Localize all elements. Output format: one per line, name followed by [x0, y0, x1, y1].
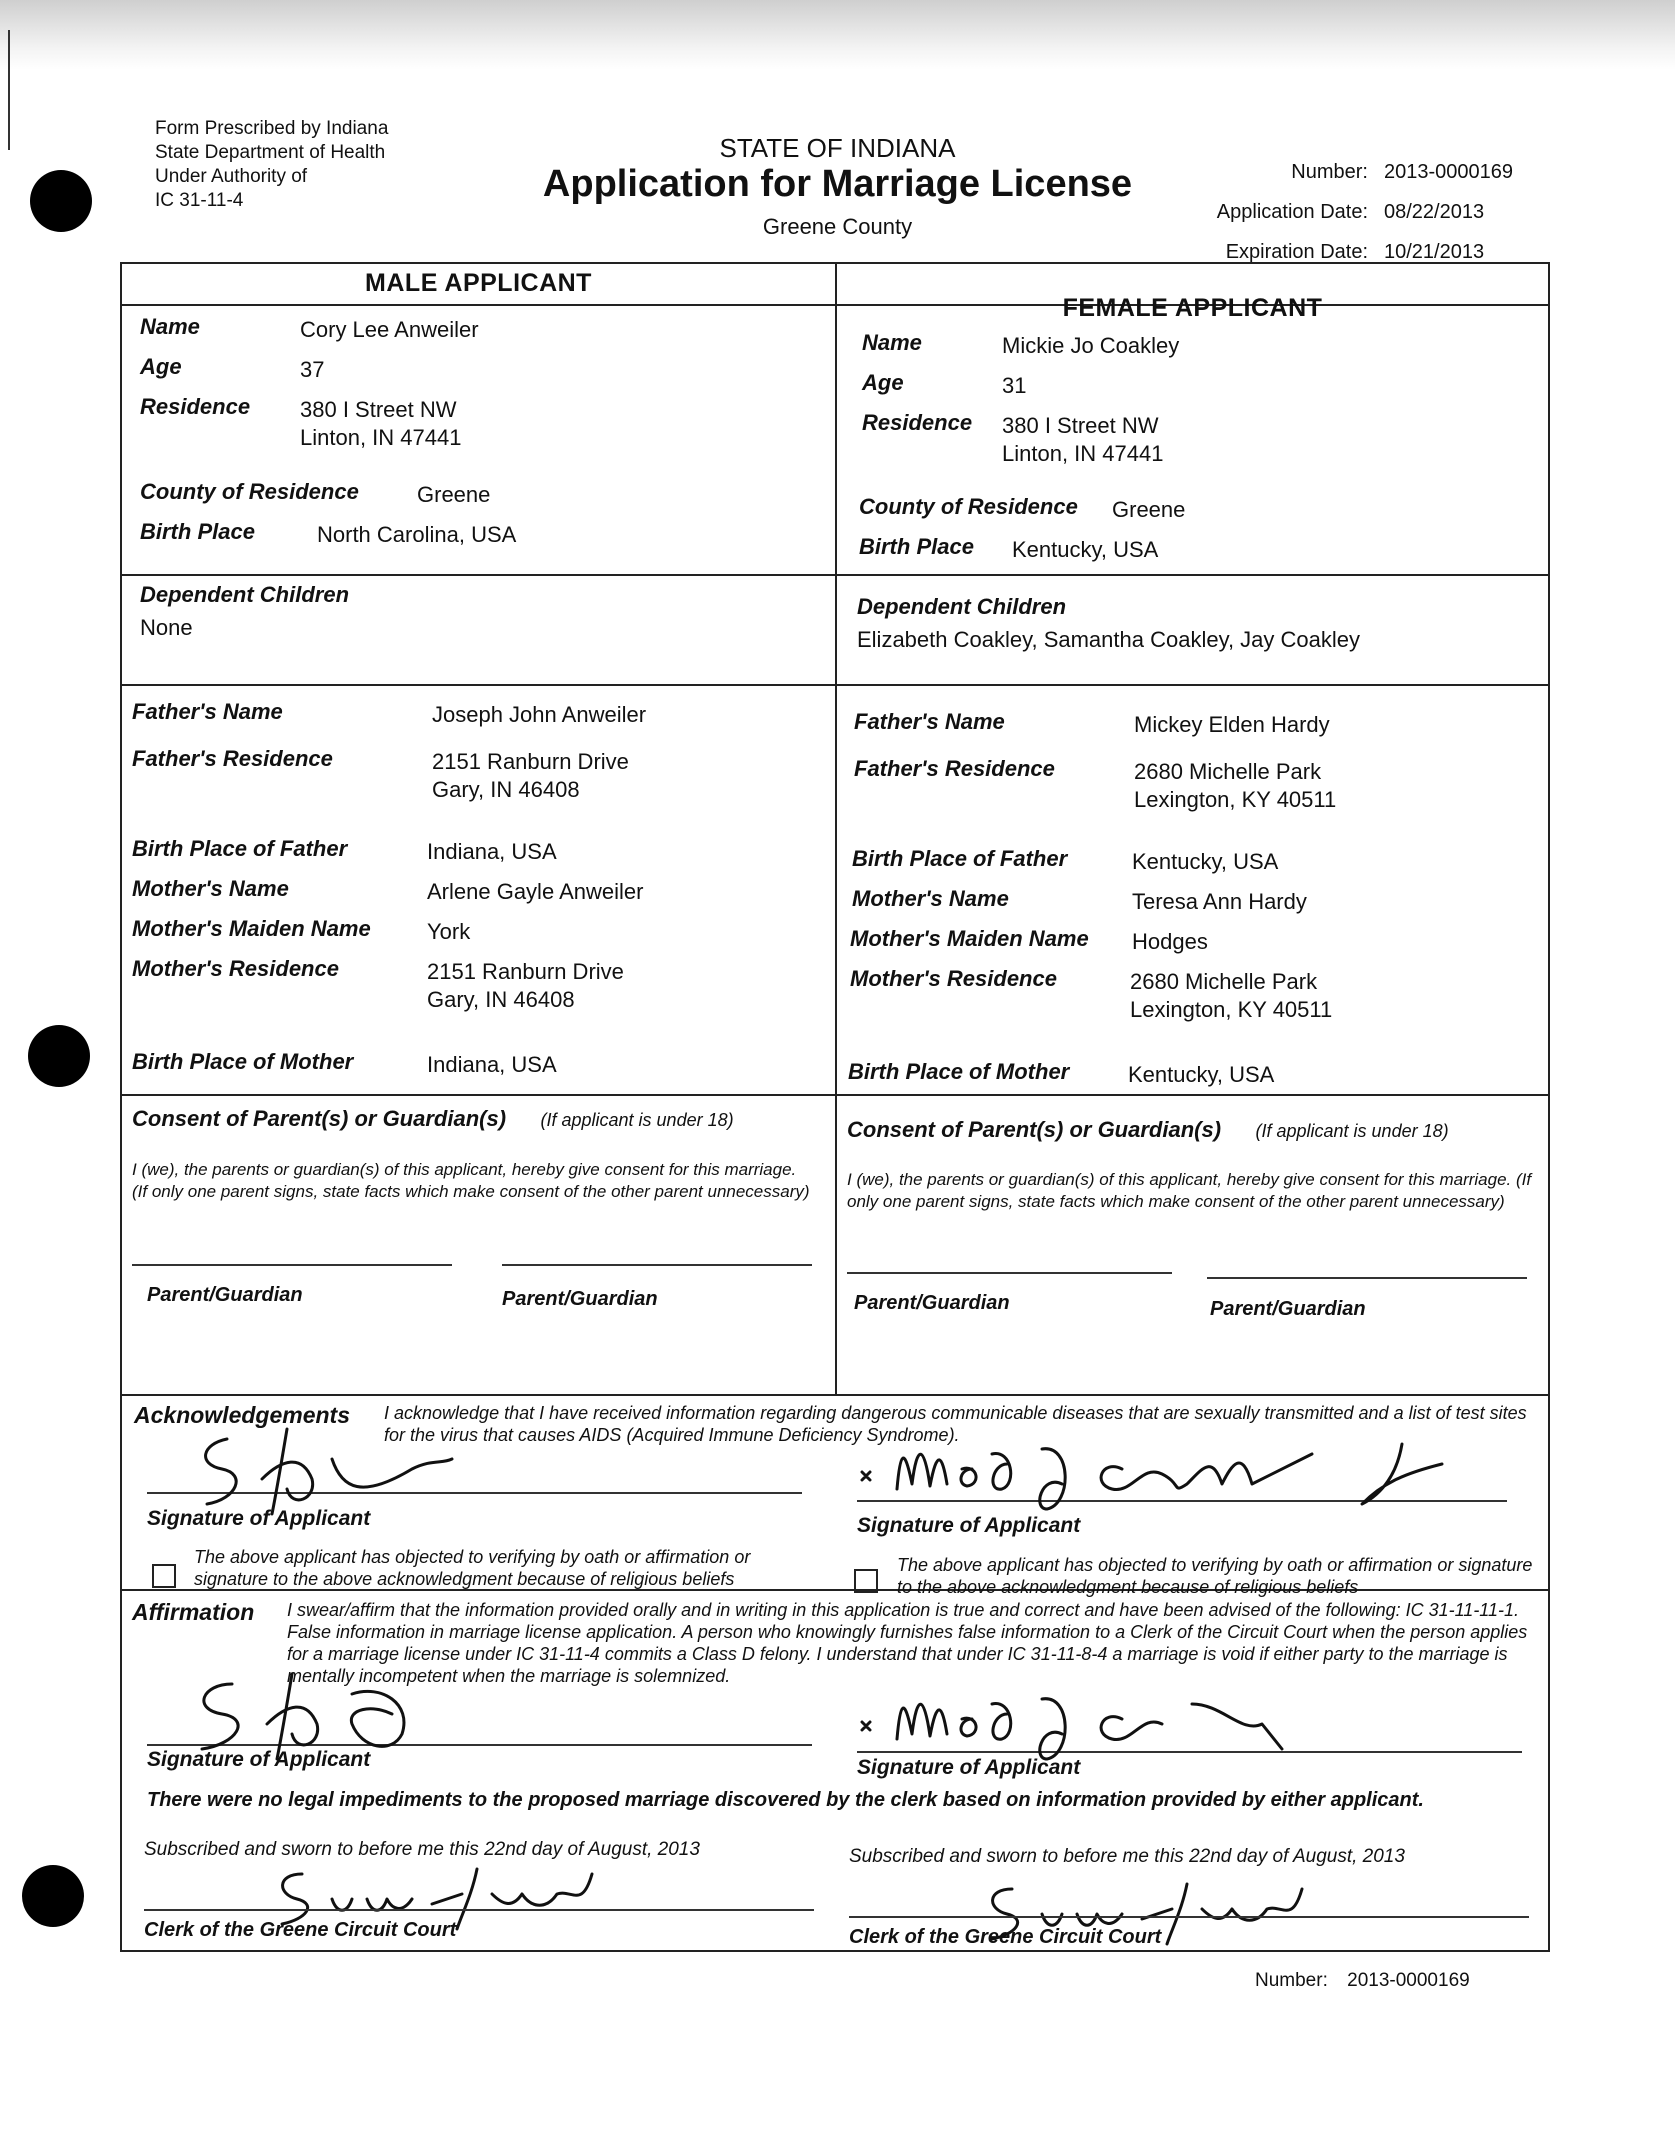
male-consent-title-row: [132, 1106, 734, 1132]
female-mother-name: Teresa Ann Hardy: [1132, 889, 1307, 914]
female-birth-father: Kentucky, USA: [1132, 849, 1279, 874]
male-mother-res: [427, 958, 624, 1014]
male-mother-maiden: York: [427, 919, 471, 944]
female-aff-signature: [842, 1664, 1402, 1764]
male-father-res: [432, 748, 629, 804]
female-age-label: Age: [862, 370, 904, 395]
female-mother-maiden: Hodges: [1132, 929, 1208, 954]
male-mother-res-line1: 2151 Ranburn Drive: [427, 959, 624, 984]
female-residence-line1: 380 I Street NW: [1002, 413, 1159, 438]
female-residence-label: Residence: [862, 410, 973, 435]
male-mother-name-label: Mother's Name: [132, 876, 289, 901]
male-birth-father: Indiana, USA: [427, 839, 557, 864]
divider: [122, 574, 1548, 576]
female-mother-res-line2: Lexington, KY 40511: [1130, 997, 1333, 1022]
female-father-res: [1134, 758, 1336, 814]
female-parent-label-1: Parent/Guardian: [854, 1292, 1010, 1314]
female-father-res-line2: Lexington, KY 40511: [1134, 787, 1337, 812]
male-consent-note: (If applicant is under 18): [540, 1110, 734, 1130]
male-heading: MALE APPLICANT: [365, 269, 592, 297]
male-birth-label: Birth Place: [140, 519, 255, 544]
scan-top-shading: [0, 0, 1675, 70]
male-residence-label: Residence: [140, 394, 251, 419]
male-ack-signature: [192, 1419, 522, 1519]
female-name-label: Name: [862, 330, 922, 355]
male-parent-label-1: Parent/Guardian: [147, 1284, 303, 1306]
male-parent-sig-line-1[interactable]: [132, 1264, 452, 1266]
female-clerk-sig-line[interactable]: [849, 1916, 1529, 1918]
number-row: [1180, 152, 1513, 192]
male-subscribed-text: Subscribed and sworn to before me this 22nd day of August, 2013: [144, 1839, 700, 1860]
male-objection-text: The above applicant has objected to verifying by oath or affirmation or signature to the above acknowledgment because of religious beliefs: [194, 1547, 751, 1589]
female-residence: [1002, 412, 1163, 468]
male-residence: [300, 396, 461, 452]
female-consent-note: (If applicant is under 18): [1255, 1121, 1449, 1141]
male-father-res-line1: 2151 Ranburn Drive: [432, 749, 629, 774]
female-birth-mother-label: Birth Place of Mother: [848, 1059, 1070, 1084]
male-county-label: County of Residence: [140, 479, 359, 504]
male-parent-sig-line-2[interactable]: [502, 1264, 812, 1266]
male-mother-maiden-label: Mother's Maiden Name: [132, 916, 371, 941]
ack-text: I acknowledge that I have received information regarding dangerous communicable diseases that are sexually transmitted and a list of test sites for the virus that causes AIDS (Acquired Immune Deficiency Syndrome).: [384, 1403, 1527, 1445]
male-residence-line2: Linton, IN 47441: [300, 425, 462, 450]
male-consent-title: Consent of Parent(s) or Guardian(s): [132, 1106, 507, 1131]
female-consent-title-row: [847, 1117, 1449, 1143]
male-name: Cory Lee Anweiler: [300, 317, 479, 342]
female-birth: Kentucky, USA: [1012, 537, 1159, 562]
female-mother-name-label: Mother's Name: [852, 886, 1009, 911]
male-county: Greene: [417, 482, 491, 507]
female-county-label: County of Residence: [859, 494, 1078, 519]
female-age: 31: [1002, 373, 1027, 398]
male-birth-father-label: Birth Place of Father: [132, 836, 348, 861]
impediments-statement: There were no legal impediments to the proposed marriage discovered by the clerk based on information provided by either applicant.: [147, 1789, 1424, 1811]
female-county: Greene: [1112, 497, 1186, 522]
number-label: Number:: [1291, 161, 1368, 183]
male-dependents: None: [140, 615, 193, 640]
male-father-name-label: Father's Name: [132, 699, 283, 724]
female-mother-res-label: Mother's Residence: [850, 966, 1057, 991]
male-name-label: Name: [140, 314, 200, 339]
exp-date-label: Expiration Date:: [1225, 241, 1368, 263]
divider: [122, 684, 1548, 686]
ack-title: Acknowledgements: [134, 1402, 350, 1428]
male-mother-name: Arlene Gayle Anweiler: [427, 879, 644, 904]
prescribed-line: Under Authority of: [155, 166, 308, 187]
female-dependents: Elizabeth Coakley, Samantha Coakley, Jay Coakley: [857, 627, 1360, 652]
app-date-value: 08/22/2013: [1384, 201, 1485, 223]
license-form: [120, 262, 1550, 1952]
app-date-row: [1180, 192, 1513, 232]
female-consent-text: I (we), the parents or guardian(s) of this applicant, hereby give consent for this marriage. (If only one parent signs, state facts which make consent of the other parent unnecessary): [847, 1170, 1532, 1211]
state-heading: STATE OF INDIANA: [719, 133, 956, 163]
male-birth-mother-label: Birth Place of Mother: [132, 1049, 354, 1074]
female-birth-mother: Kentucky, USA: [1128, 1062, 1275, 1087]
exp-date-value: 10/21/2013: [1384, 241, 1485, 263]
female-subscribed-text: Subscribed and sworn to before me this 22nd day of August, 2013: [849, 1846, 1405, 1867]
female-father-name-label: Father's Name: [854, 709, 1005, 734]
female-heading: FEMALE APPLICANT: [1062, 294, 1323, 322]
prescribed-line: Form Prescribed by Indiana: [155, 118, 389, 139]
divider: [122, 1394, 1548, 1396]
female-mother-res-line1: 2680 Michelle Park: [1130, 969, 1318, 994]
female-clerk-label: Clerk of the Greene Circuit Court: [849, 1926, 1162, 1948]
male-dependents-label: Dependent Children: [140, 582, 350, 607]
female-aff-sig-label: Signature of Applicant: [857, 1756, 1081, 1779]
female-ack-sig-label: Signature of Applicant: [857, 1514, 1081, 1537]
male-objection-checkbox[interactable]: [152, 1564, 176, 1588]
aff-text: I swear/affirm that the information provided orally and in writing in this application is true and correct and have been advised of the following: IC 31-11-11-1. False information in marriage license application. A person who knowingly furnishes false information to a Clerk of the Circuit Court when the person applies for a marriage license under IC 31-11-4 commits a Class D felony. I understand that under IC 31-11-8-4 a marriage is void if either party to the marriage is mentally incompetent when the marriage is solemnized.: [287, 1600, 1528, 1686]
male-ack-sig-label: Signature of Applicant: [147, 1507, 371, 1530]
male-residence-line1: 380 I Street NW: [300, 397, 457, 422]
aff-title: Affirmation: [132, 1599, 255, 1625]
female-residence-line2: Linton, IN 47441: [1002, 441, 1164, 466]
punch-hole-bottom: [22, 1865, 84, 1927]
form-title: Application for Marriage License: [542, 163, 1133, 205]
county-heading: Greene County: [762, 214, 913, 239]
divider: [122, 1094, 1548, 1096]
female-birth-label: Birth Place: [859, 534, 974, 559]
female-birth-father-label: Birth Place of Father: [852, 846, 1068, 871]
app-date-label: Application Date:: [1216, 201, 1368, 223]
male-consent-text: I (we), the parents or guardian(s) of this applicant, hereby give consent for this marriage. (If only one parent signs, state facts which make consent of the other parent unnecessary): [132, 1160, 810, 1201]
application-meta: [1180, 152, 1513, 272]
female-mother-res: [1130, 968, 1332, 1024]
center-divider: [835, 264, 837, 1394]
male-clerk-sig-line[interactable]: [144, 1909, 814, 1911]
male-birth-mother: Indiana, USA: [427, 1052, 557, 1077]
male-aff-sig-label: Signature of Applicant: [147, 1748, 371, 1771]
male-mother-res-label: Mother's Residence: [132, 956, 339, 981]
footer-number-value: 2013-0000169: [1347, 1970, 1470, 1991]
male-clerk-label: Clerk of the Greene Circuit Court: [144, 1919, 457, 1941]
scan-edge-mark: [8, 30, 10, 150]
male-parent-label-2: Parent/Guardian: [502, 1288, 658, 1310]
female-parent-label-2: Parent/Guardian: [1210, 1298, 1366, 1320]
male-mother-res-line2: Gary, IN 46408: [427, 987, 575, 1012]
punch-hole-middle: [28, 1025, 90, 1087]
female-father-res-line1: 2680 Michelle Park: [1134, 759, 1322, 784]
male-age: 37: [300, 357, 325, 382]
female-father-name: Mickey Elden Hardy: [1134, 712, 1330, 737]
male-father-res-line2: Gary, IN 46408: [432, 777, 580, 802]
prescribed-line: IC 31-11-4: [155, 190, 244, 211]
female-dependents-label: Dependent Children: [857, 594, 1067, 619]
female-parent-sig-line-1[interactable]: [847, 1272, 1172, 1274]
female-father-res-label: Father's Residence: [854, 756, 1055, 781]
male-father-res-label: Father's Residence: [132, 746, 333, 771]
female-name: Mickie Jo Coakley: [1002, 333, 1180, 358]
male-father-name: Joseph John Anweiler: [432, 702, 647, 727]
male-birth: North Carolina, USA: [317, 522, 517, 547]
footer-number: [1255, 1970, 1470, 1992]
female-parent-sig-line-2[interactable]: [1207, 1277, 1527, 1279]
prescribed-line: State Department of Health: [155, 142, 386, 163]
female-ack-signature: [842, 1414, 1522, 1524]
female-objection-checkbox[interactable]: [854, 1569, 878, 1593]
female-objection-text: The above applicant has objected to verifying by oath or affirmation or signature to the above acknowledgment because of religious beliefs: [897, 1555, 1533, 1597]
number-value: 2013-0000169: [1384, 161, 1514, 183]
female-mother-maiden-label: Mother's Maiden Name: [850, 926, 1089, 951]
male-age-label: Age: [140, 354, 182, 379]
footer-number-label: Number:: [1255, 1970, 1328, 1991]
female-consent-title: Consent of Parent(s) or Guardian(s): [847, 1117, 1222, 1142]
